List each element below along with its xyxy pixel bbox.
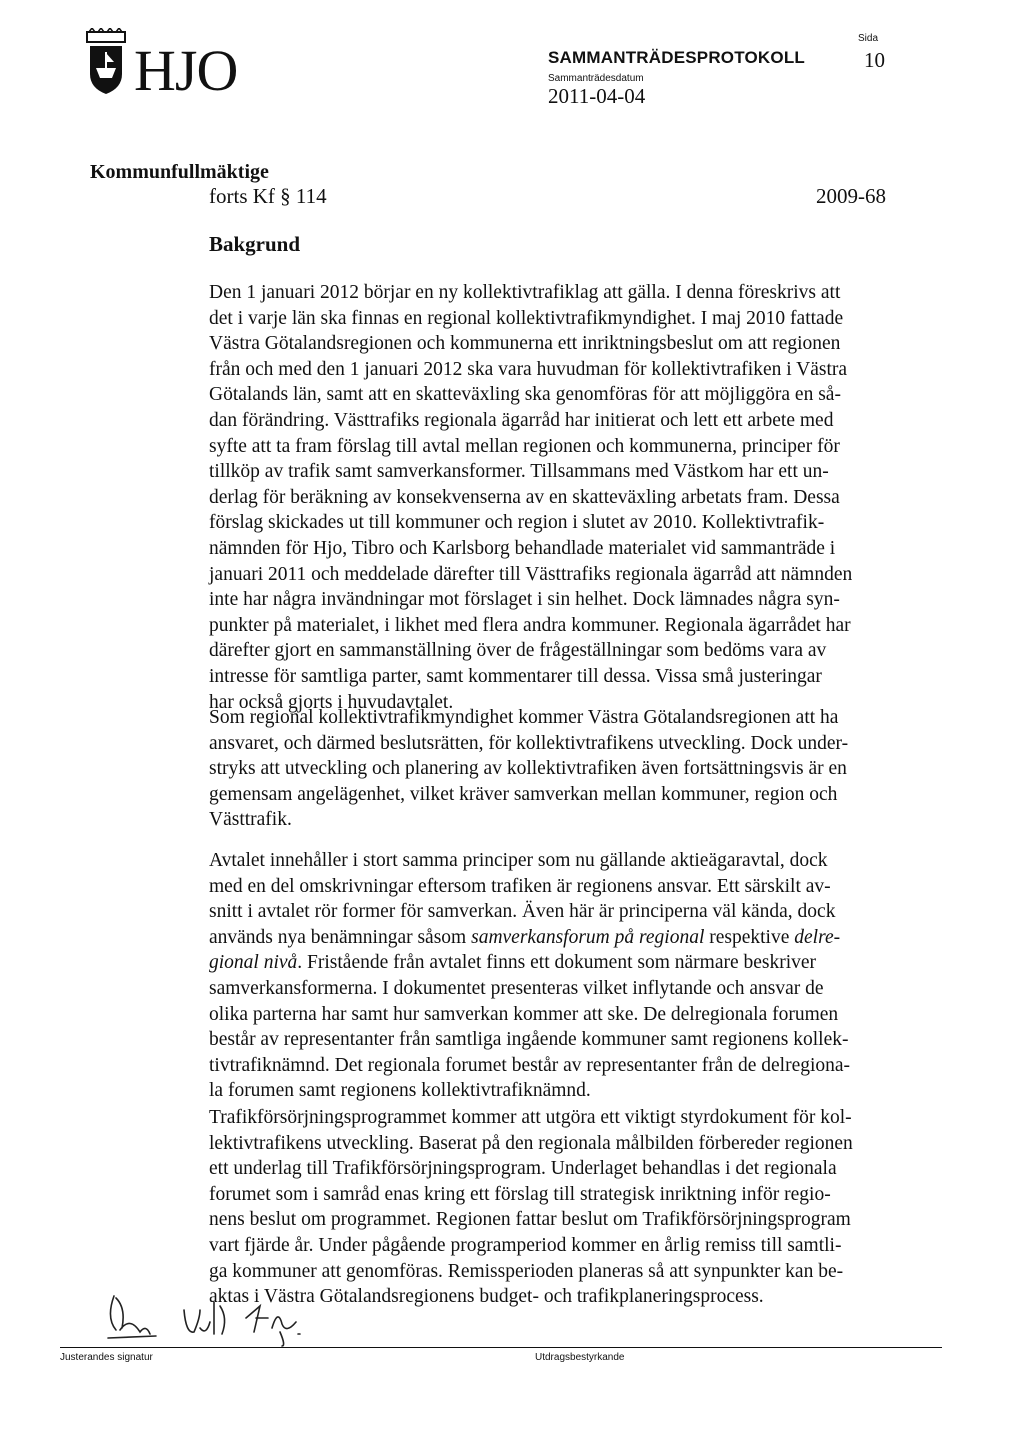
text-line: nämnden för Hjo, Tibro och Karlsborg behandlade materialet vid sammanträde i [209,537,836,559]
section-heading: Bakgrund [209,232,301,256]
adjuster-signature-label: Justerandes signatur [60,1352,153,1363]
text-line: syfte att ta fram förslag till avtal mellan regionen och kommunerna, principer för [209,435,840,457]
paragraph-authority [209,705,897,833]
text-line [209,925,897,951]
italic-term: delre- [794,926,841,948]
text-line: derlag för beräkning av konsekvenserna av en skatteväxling arbetats fram. Dessa [209,486,840,508]
text-line: Den 1 januari 2012 börjar en ny kollektivtrafiklag att gälla. I denna föreskrivs att [209,282,841,303]
page-label: Sida [858,33,879,44]
protocol-title: SAMMANTRÄDESPROTOKOLL [548,48,805,67]
text-line: ga kommuner att genomföras. Remissperioden planeras så att synpunkter kan be- [209,1260,844,1282]
text-line: Västra Götalandsregionen och kommunerna ett inriktningsbeslut om att regionen [209,333,841,355]
text-line: inte har några invändningar mot förslaget i sin helhet. Dock lämnades några syn- [209,589,840,611]
text-line: nens beslut om programmet. Regionen fattar beslut om Trafikförsörjningsprogram [209,1209,851,1231]
footer-rule [60,1347,942,1348]
page-number: 10 [864,48,885,72]
text-line: punkter på materialet, i likhet med flera andra kommuner. Regionala ägarrådet har [209,614,851,636]
text-line: med en del omskrivningar eftersom trafiken är regionens ansvar. Ett särskilt av- [209,875,831,897]
text-line: Som regional kollektivtrafikmyndighet kommer Västra Götalandsregionen att ha [209,707,839,728]
text-line: aktas i Västra Götalandsregionens budget- och trafikplaneringsprocess. [209,1286,764,1308]
text-line: stryks att utveckling och planering av kollektivtrafiken även fortsättningsvis är en [209,758,847,780]
text-line: ansvaret, och därmed beslutsrätten, för kollektivtrafikens utveckling. Dock under- [209,732,849,754]
text-segment: . Fristående från avtalet finns ett dokument som närmare beskriver [297,952,817,974]
text-line: tivtrafiknämnd. Det regionala forumet består av representanter från de delregiona- [209,1054,851,1076]
text-line [209,950,897,976]
meeting-date-label: Sammanträdesdatum [548,73,644,84]
text-line: ett underlag till Trafikförsörjningsprogram. Underlaget behandlas i det regionala [209,1158,837,1180]
text-line: januari 2011 och meddelade därefter till Västtrafiks regionala ägarråd att nämnden [209,563,853,585]
text-line: förslag skickades ut till kommuner och region i slutet av 2010. Kollektivtrafik- [209,512,825,534]
text-line: gemensam angelägenhet, vilket kräver samverkan mellan kommuner, region och [209,783,838,805]
text-line: vart fjärde år. Under pågående programperiod kommer en årlig remiss till samtli- [209,1234,842,1256]
text-line: därefter gjort en sammanställning över de frågeställningar som bedöms vara av [209,640,827,662]
certification-label: Utdragsbestyrkande [535,1352,625,1363]
paragraph-programme [209,1105,897,1310]
text-line: forumet som i samråd enas kring ett förslag till strategisk inriktning inför regio- [209,1183,831,1205]
text-line: dan förändring. Västtrafiks regionala ägarråd har initierat och lett ett arbete med [209,409,834,431]
paragraph-background [209,280,897,715]
text-line: består av representanter från samtliga ingående kommuner samt regionens kollek- [209,1029,849,1051]
text-line: olika parterna har samt hur samverkan kommer att ske. De delregionala forumen [209,1003,839,1025]
italic-term: samverkansforum på regional [471,926,705,948]
text-segment: används nya benämningar såsom [209,926,467,948]
text-line: snitt i avtalet rör former för samverkan. Även här är principerna väl kända, dock [209,901,836,923]
italic-term: gional nivå [209,952,298,974]
meeting-date: 2011-04-04 [548,84,646,108]
paragraph-agreement [209,848,897,1104]
text-segment: respektive [704,926,795,948]
body-name: Kommunfullmäktige [90,161,269,183]
text-line: Avtalet innehåller i stort samma principer som nu gällande aktieägaravtal, dock [209,850,828,871]
text-line: la forumen samt regionens kollektivtrafiknämnd. [209,1080,591,1102]
text-line: samverkansformerna. I dokumentet presenteras vilket inflytande och ansvar de [209,977,824,999]
section-reference: forts Kf § 114 [209,184,327,208]
text-line: Götalands län, samt att en skatteväxling ska genomföras för att möjliggöra en så- [209,384,841,406]
text-line: det i varje län ska finnas en regional kollektivtrafikmyndighet. I maj 2010 fattade [209,307,844,329]
case-number: 2009-68 [816,184,886,208]
handwritten-signatures [96,1288,336,1348]
text-line: har också gjorts i huvudavtalet. [209,691,454,713]
text-line: lektivtrafikens utveckling. Baserat på den regionala målbilden förbereder regionen [209,1132,853,1154]
text-line: Västtrafik. [209,809,292,831]
municipality-logo [84,28,284,103]
text-line: Trafikförsörjningsprogrammet kommer att utgöra ett viktigt styrdokument för kol- [209,1107,852,1128]
municipality-logo-text: HJO [134,38,238,103]
text-line: tillköp av trafik samt samverkansformer. Tillsammans med Västkom har ett un- [209,461,829,483]
text-line: intresse för samtliga parter, samt kommentarer till dessa. Vissa små justeringar [209,665,822,687]
text-line: från och med den 1 januari 2012 ska vara huvudman för kollektivtrafiken i Västra [209,358,848,380]
coat-of-arms-icon [84,28,128,98]
